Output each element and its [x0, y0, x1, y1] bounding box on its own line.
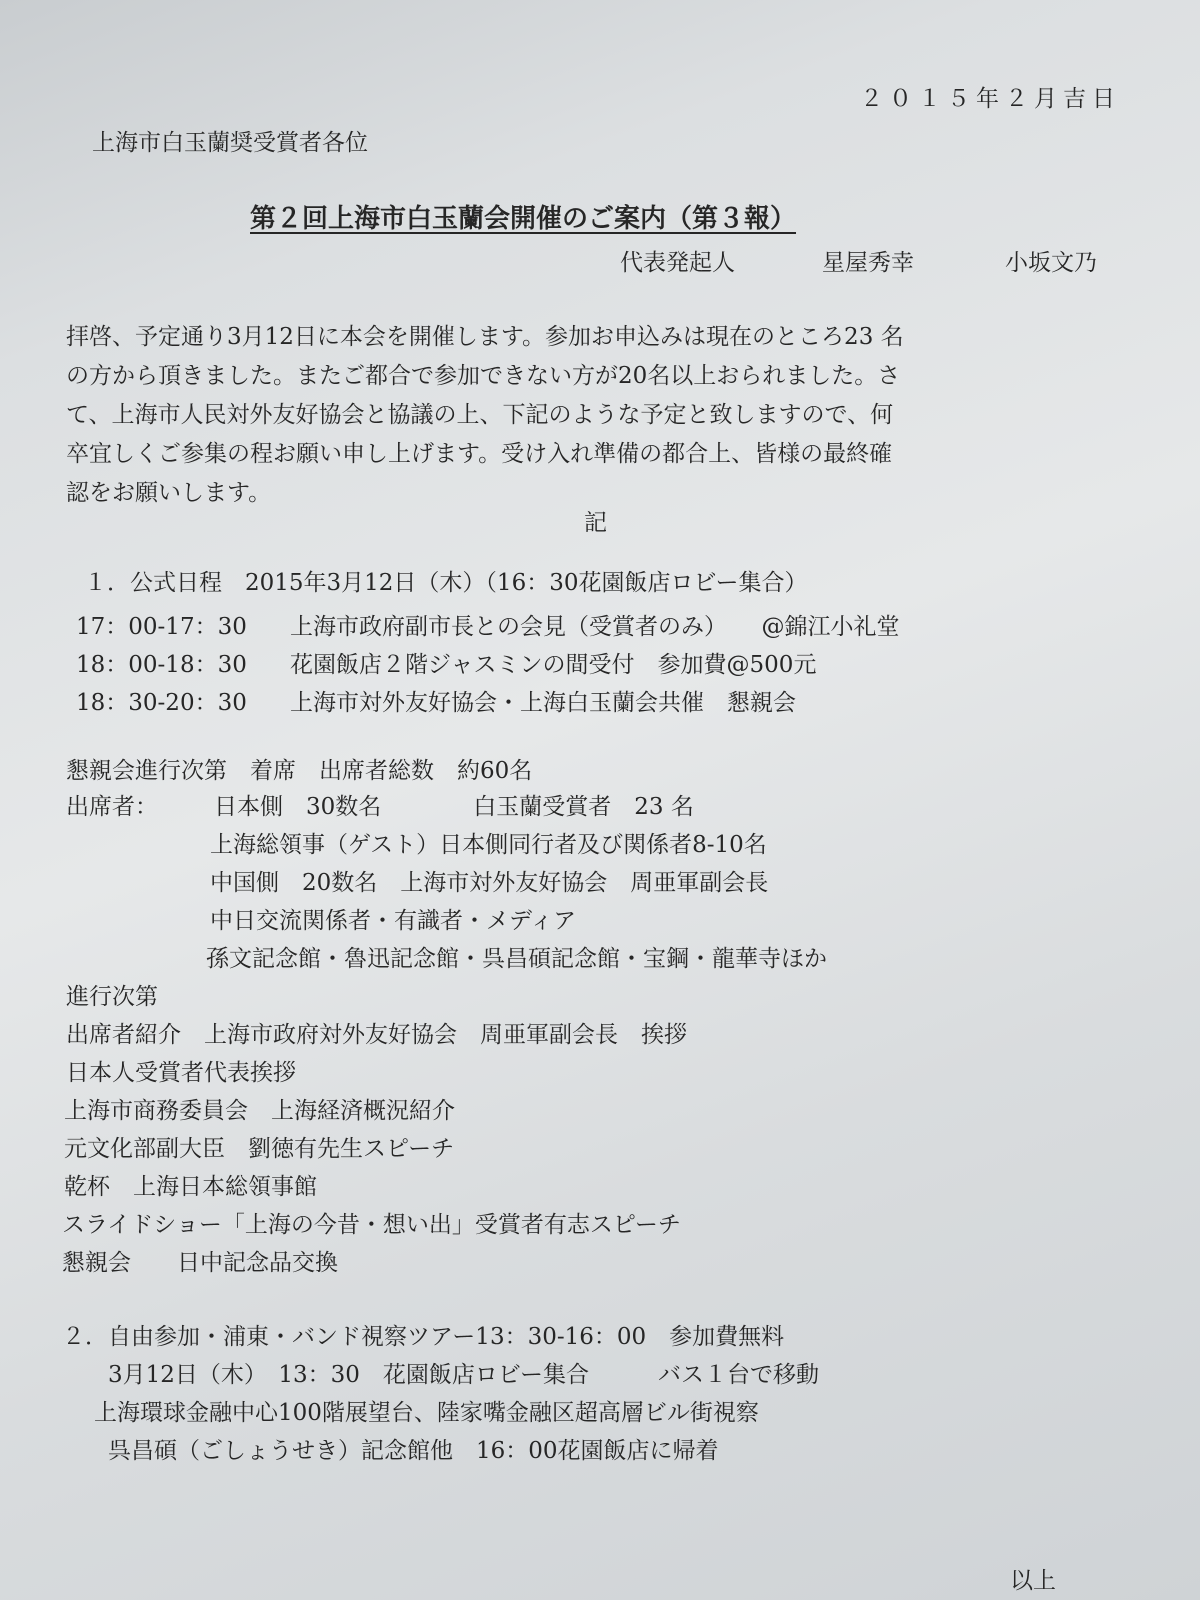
sender-role: 代表発起人	[620, 250, 735, 276]
intro-line: 拝啓、予定通り3月12日に本会を開催します。参加お申込みは現在のところ23 名	[66, 324, 904, 350]
intro-line: の方から頂きました。またご都合で参加できない方が20名以上おられました。さ	[66, 363, 901, 389]
attendee-line: 孫文記念館・魯迅記念館・呉昌碩記念館・宝鋼・龍華寺ほか	[206, 946, 827, 972]
program-label: 進行次第	[66, 984, 158, 1010]
schedule-time: 17：00-17：30	[76, 614, 247, 640]
addressee: 上海市白玉蘭奨受賞者各位	[92, 130, 368, 156]
closing: 以上	[1010, 1568, 1056, 1594]
intro-paragraph	[66, 318, 1138, 513]
schedule-time: 18：30-20：30	[76, 690, 247, 716]
program-item: スライドショー「上海の今昔・想い出」受賞者有志スピーチ	[62, 1212, 681, 1238]
attendee-line: 中国側 20数名 上海市対外友好協会 周亜軍副会長	[210, 870, 769, 896]
program-item: 元文化部副大臣 劉徳有先生スピーチ	[64, 1136, 455, 1162]
schedule-detail: 上海市対外友好協会・上海白玉蘭会共催 懇親会	[290, 690, 796, 716]
section1-heading: １．公式日程 2015年3月12日（木）（16：30花園飯店ロビー集合）	[84, 570, 808, 596]
program-item: 日本人受賞者代表挨拶	[66, 1060, 296, 1086]
tour-line: 上海環球金融中心100階展望台、陸家嘴金融区超高層ビル街視察	[94, 1400, 759, 1426]
sender-name: 星屋秀幸	[822, 250, 914, 276]
program-item: 上海市商務委員会 上海経済概況紹介	[64, 1098, 455, 1124]
attendee-line: 日本側 30数名 白玉蘭受賞者 23 名	[214, 794, 694, 820]
program-item: 乾杯 上海日本総領事館	[64, 1174, 317, 1200]
intro-line: て、上海市人民対外友好協会と協議の上、下記のような予定と致しますので、何	[66, 402, 894, 428]
program-item: 懇親会 日中記念品交換	[62, 1250, 338, 1276]
party-heading: 懇親会進行次第 着席 出席者総数 約60名	[66, 758, 533, 784]
attendees-label: 出席者：	[66, 794, 158, 820]
attendee-line: 中日交流関係者・有識者・メディア	[210, 908, 577, 934]
sender-name: 小坂文乃	[1005, 250, 1097, 276]
document-date: ２０１５年２月吉日	[860, 86, 1121, 112]
program-item: 出席者紹介 上海市政府対外友好協会 周亜軍副会長 挨拶	[66, 1022, 687, 1048]
intro-line: 認をお願いします。	[66, 480, 272, 506]
schedule-time: 18：00-18：30	[76, 652, 247, 678]
ki-heading: 記	[584, 510, 607, 536]
document-title: 第２回上海市白玉蘭会開催のご案内（第３報）	[250, 204, 797, 234]
schedule-detail: 上海市政府副市長との会見（受賞者のみ） @錦江小礼堂	[290, 614, 900, 640]
tour-line: 3月12日（木） 13：30 花園飯店ロビー集合 バス１台で移動	[108, 1362, 820, 1388]
attendee-line: 上海総領事（ゲスト）日本側同行者及び関係者8-10名	[210, 832, 767, 858]
intro-line: 卒宜しくご参集の程お願い申し上げます。受け入れ準備の都合上、皆様の最終確	[66, 441, 893, 467]
section2-heading: ２．自由参加・浦東・バンド視察ツアー13：30-16：00 参加費無料	[62, 1324, 785, 1350]
tour-line: 呉昌碩（ごしょうせき）記念館他 16：00花園飯店に帰着	[108, 1438, 719, 1464]
schedule-detail: 花園飯店２階ジャスミンの間受付 参加費@500元	[290, 652, 817, 678]
